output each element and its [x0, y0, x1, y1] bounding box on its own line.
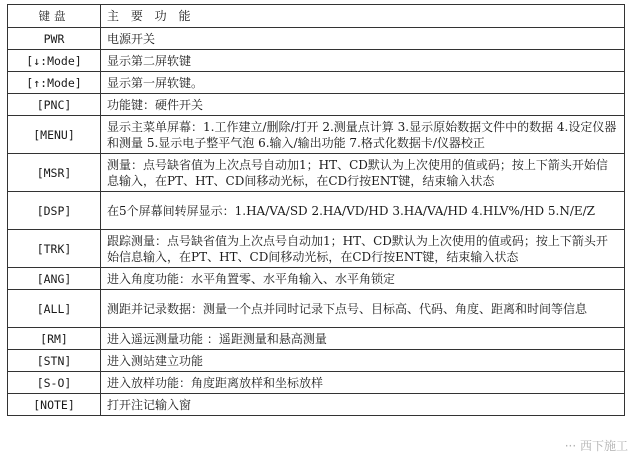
- key-cell: [↓:Mode]: [8, 50, 101, 72]
- key-cell: [ALL]: [8, 290, 101, 328]
- key-cell: [PNC]: [8, 94, 101, 116]
- key-cell: [DSP]: [8, 192, 101, 230]
- table-row: [8, 192, 625, 230]
- function-cell: 进入遥远测量功能 ：遥距测量和悬高测量: [101, 328, 625, 350]
- header-key: 键盘: [8, 5, 101, 28]
- key-cell: PWR: [8, 28, 101, 50]
- table-row: [8, 94, 625, 116]
- header-function: 主 要 功 能: [101, 5, 625, 28]
- key-cell: [TRK]: [8, 230, 101, 268]
- function-cell: 在5个屏幕间转屏显示：1.HA/VA/SD 2.HA/VD/HD 3.HA/VA/HD 4.HLV%/HD 5.N/E/Z: [101, 192, 625, 230]
- key-cell: [ANG]: [8, 268, 101, 290]
- key-cell: [MENU]: [8, 116, 101, 154]
- table-row: [8, 328, 625, 350]
- table-row: [8, 372, 625, 394]
- table-row: [8, 154, 625, 192]
- table-row: [8, 350, 625, 372]
- function-cell: 显示第一屏软键。: [101, 72, 625, 94]
- function-cell: 进入测站建立功能: [101, 350, 625, 372]
- function-cell: 测量：点号缺省值为上次点号自动加1；HT、CD默认为上次使用的值或码；按上下箭头开始信息输入，在PT、HT、CD间移动光标，在CD行按ENT键，结束输入状态: [101, 154, 625, 192]
- table-row: [8, 116, 625, 154]
- function-cell: 进入角度功能：水平角置零、水平角输入、水平角锁定: [101, 268, 625, 290]
- function-cell: 功能键：硬件开关: [101, 94, 625, 116]
- key-cell: [STN]: [8, 350, 101, 372]
- function-cell: 电源开关: [101, 28, 625, 50]
- key-cell: [RM]: [8, 328, 101, 350]
- function-cell: 显示第二屏软键: [101, 50, 625, 72]
- function-cell: 跟踪测量：点号缺省值为上次点号自动加1；HT、CD默认为上次使用的值或码；按上下箭头开始信息输入，在PT、HT、CD间移动光标，在CD行按ENT键，结束输入状态: [101, 230, 625, 268]
- table-row: [8, 268, 625, 290]
- key-cell: [MSR]: [8, 154, 101, 192]
- key-cell: [S-O]: [8, 372, 101, 394]
- table-row: [8, 28, 625, 50]
- table-row: [8, 394, 625, 416]
- keyboard-function-table: [7, 4, 625, 416]
- table-row: [8, 230, 625, 268]
- table-row: [8, 50, 625, 72]
- key-cell: [↑:Mode]: [8, 72, 101, 94]
- function-cell: 测距并记录数据：测量一个点并同时记录下点号、目标高、代码、角度、距离和时间等信息: [101, 290, 625, 328]
- table-row: [8, 72, 625, 94]
- function-cell: 显示主菜单屏幕：1.工作建立/删除/打开 2.测量点计算 3.显示原始数据文件中的数据 4.设定仪器和测量 5.显示电子整平气泡 6.输入/输出功能 7.格式化数据卡/仪器校正: [101, 116, 625, 154]
- watermark: ··· 西下施工: [564, 439, 628, 453]
- table-header-row: [8, 5, 625, 28]
- table-row: [8, 290, 625, 328]
- function-cell: 进入放样功能：角度距离放样和坐标放样: [101, 372, 625, 394]
- function-cell: 打开注记输入窗: [101, 394, 625, 416]
- key-cell: [NOTE]: [8, 394, 101, 416]
